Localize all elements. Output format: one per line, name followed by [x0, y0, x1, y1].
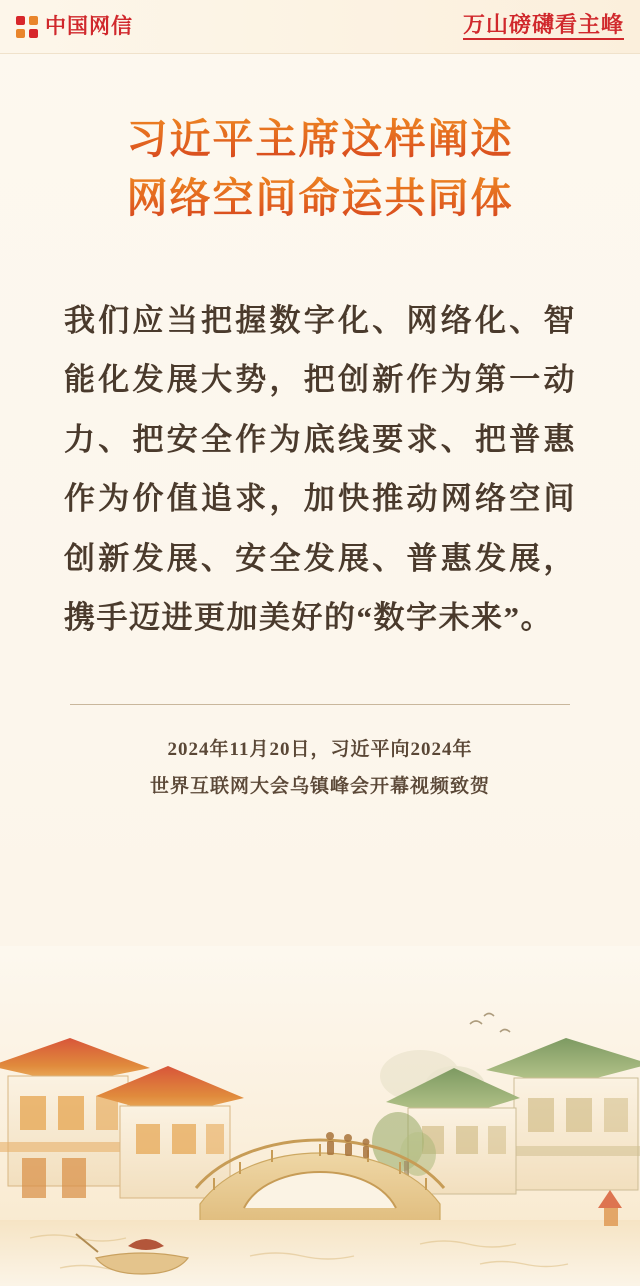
headline-line-1: 习近平主席这样阐述 [0, 110, 640, 169]
headline-line-2: 网络空间命运共同体 [0, 169, 640, 228]
source-line-1: 2024年11月20日，习近平向2024年 [167, 738, 473, 760]
quote-text: 我们应当把握数字化、网络化、智能化发展大势，把创新作为第一动力、把安全作为底线要求、把普惠作为价值追求，加快推动网络空间创新发展、安全发展、普惠发展，携手迈进更加美好的“数字未来”。 [64, 302, 576, 636]
four-square-logo-icon [16, 16, 38, 38]
watertown-bridge-illustration [0, 946, 640, 1286]
source-line-2: 世界互联网大会乌镇峰会开幕视频致贺 [149, 776, 490, 798]
source-attribution [70, 731, 570, 805]
campaign-title: 万山磅礴看主峰 [463, 14, 624, 40]
top-bar [0, 0, 640, 54]
divider [70, 704, 570, 705]
brand [16, 16, 133, 38]
page-title [0, 110, 640, 229]
brand-name: 中国网信 [45, 15, 133, 38]
